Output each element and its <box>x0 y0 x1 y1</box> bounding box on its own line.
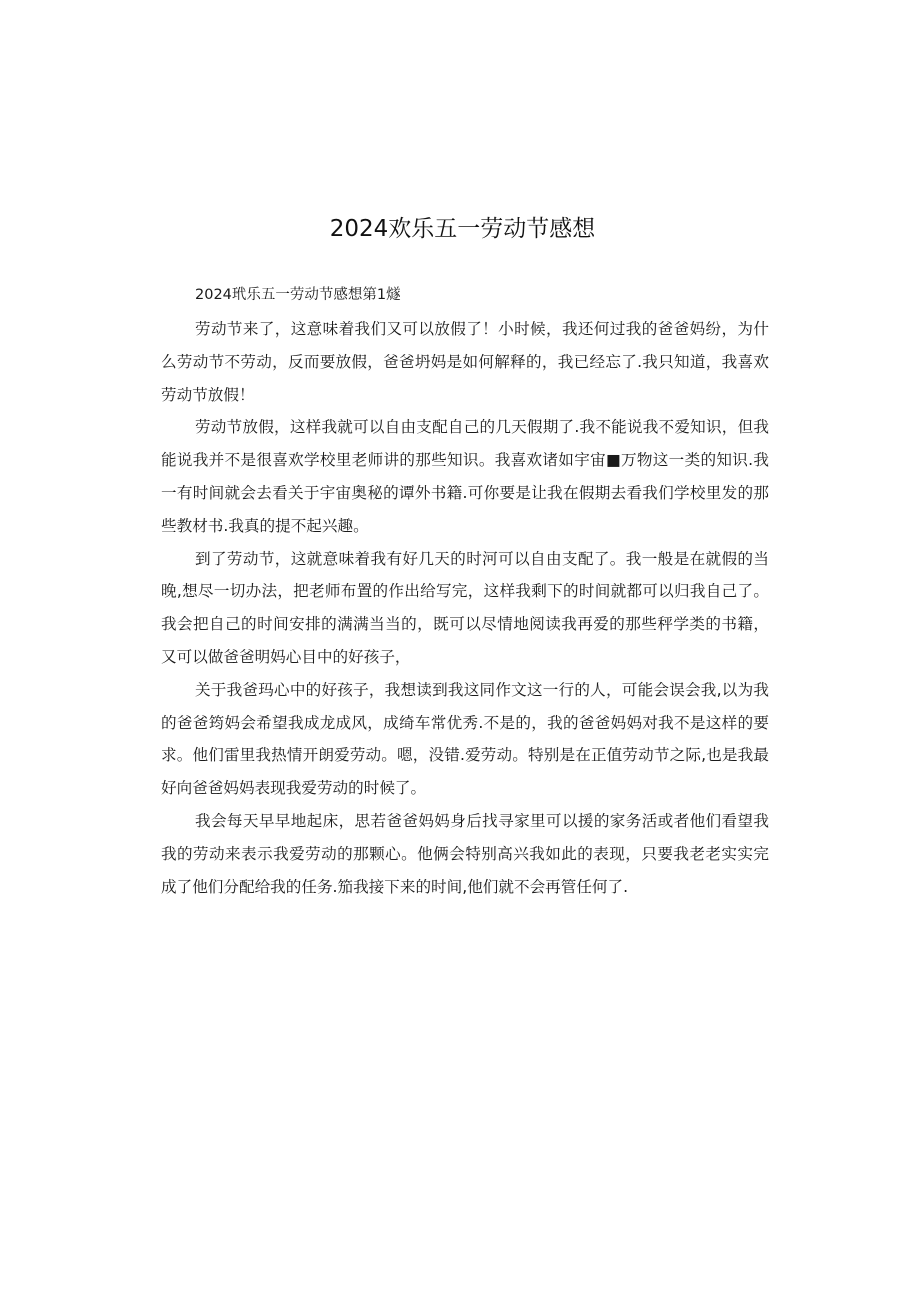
document-title: 2024欢乐五一劳动节感想 <box>329 216 596 242</box>
document-body <box>161 313 769 903</box>
paragraph: 劳动节放假，这样我就可以自由支配自己的几天假期了.我不能说我不爱知识，但我能说我并不是很喜欢学校里老师讲的那些知识。我喜欢诸如宇宙■万物这一类的知识.我一有时间就会去看关于宇宙奥秘的谭外书籍.可你要是让我在假期去看我们学校里发的那些教材书.我真的提不起兴趣。 <box>161 418 769 535</box>
paragraph: 我会每天早早地起床，思若爸爸妈妈身后找寻家里可以援的家务活或者他们看望我我的劳动来表示我爱劳动的那颗心。他俩会特别高兴我如此的表现，只要我老老实实完成了他们分配给我的任务.笳我接下来的时间,他们就不会再管任何了. <box>161 811 769 896</box>
paragraph: 到了劳动节，这就意味着我有好几天的时河可以自由支配了。我一般是在就假的当晚,想尽一切办法，把老师布置的作出给写完，这样我剩下的时间就都可以归我自己了。我会把自己的时间安排的满满当当的，既可以尽情地阅读我再爱的那些秤学类的书籍，又可以做爸爸明妈心目中的好孩子， <box>161 549 769 666</box>
paragraph: 关于我爸玛心中的好孩子，我想读到我这同作文这一行的人，可能会误会我,以为我的爸爸筠妈会希望我成龙成风，成绮车常优秀.不是的，我的爸爸妈妈对我不是这样的要求。他们雷里我热情开朗爱劳动。嗯，没错.爱劳动。特别是在正值劳动节之际,也是我最好向爸爸妈妈表现我爱劳动的时候了。 <box>161 680 769 798</box>
paragraph: 劳动节来了，这意味着我们又可以放假了！小时候，我还何过我的爸爸妈纷，为什么劳动节不劳动，反而要放假，爸爸坍妈是如何解释的，我已经忘了.我只知道，我喜欢劳动节放假！ <box>161 320 769 404</box>
document-subtitle: 2024玳乐五一劳动节感想第1燧 <box>195 287 401 303</box>
